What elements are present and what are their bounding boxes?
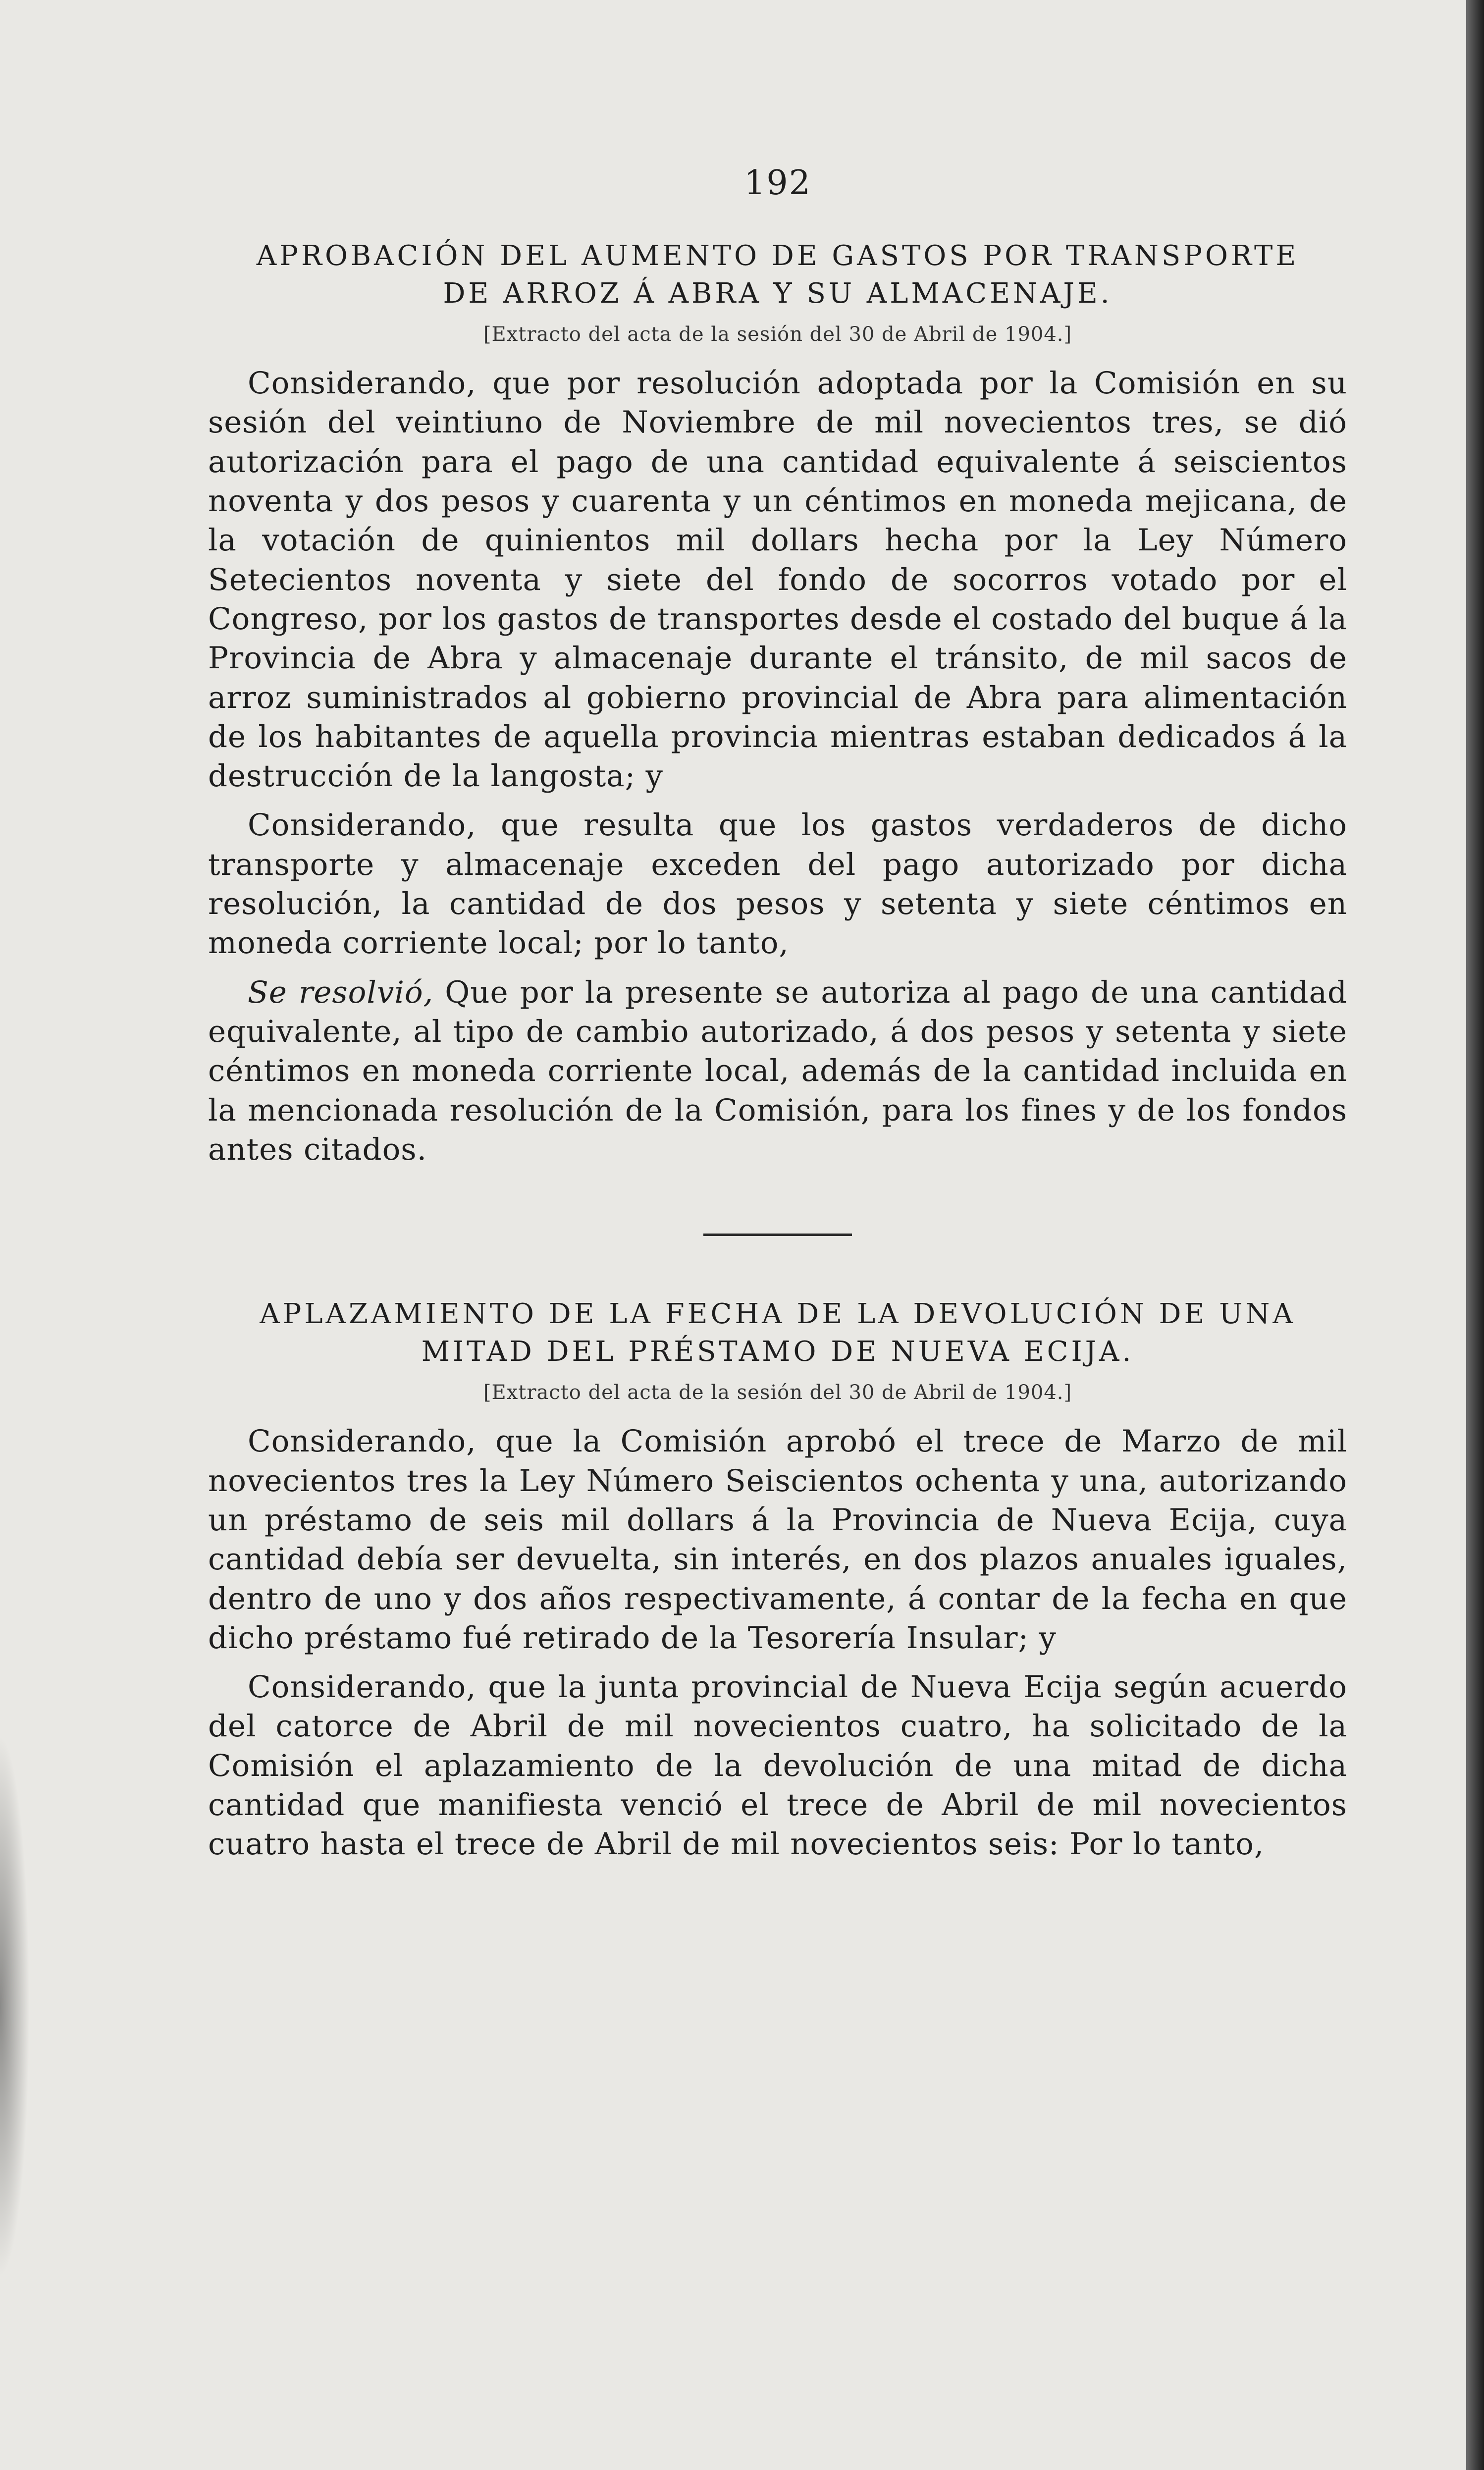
resolution-paragraph	[208, 973, 1347, 1169]
page-number: 192	[744, 163, 811, 203]
paragraph: Considerando, que por resolución adoptada por la Comisión en su sesión del veintiuno de Noviembre de mil novecientos tres, se dió autorización para el pago de una cantidad equivalente á seiscientos noventa y dos pesos y cuarenta y un céntimos en moneda mejicana, de la votación de quinientos mil dollars hecha por la Ley Número Setecientos noventa y siete del fondo de socorros votado por el Congreso, por los gastos de transportes desde el costado del buque á la Provincia de Abra y almacenaje durante el tránsito, de mil sacos de arroz suministrados al gobierno provincial de Abra para alimentación de los habitantes de aquella provincia mientras estaban dedicados á la destrucción de la langosta; y	[208, 366, 1347, 794]
paragraph: Considerando, que la Comisión aprobó el trece de Marzo de mil novecientos tres la Ley Número Seiscientos ochenta y una, autorizando un préstamo de seis mil dollars á la Provincia de Nueva Ecija, cuya cantidad debía ser devuelta, sin interés, en dos plazos anuales iguales, dentro de uno y dos años respectivamente, á contar de la fecha en que dicho préstamo fué retirado de la Tesorería Insular; y	[208, 1424, 1347, 1656]
paragraph: Considerando, que la junta provincial de Nueva Ecija según acuerdo del catorce de Abril de mil novecientos cuatro, ha solicitado de la Comisión el aplazamiento de la devolución de una mitad de dicha cantidad que manifiesta venció el trece de Abril de mil novecientos cuatro hasta el trece de Abril de mil novecientos seis: Por lo tanto,	[208, 1669, 1347, 1862]
section-title: APLAZAMIENTO DE LA FECHA DE LA DEVOLUCIÓN DE UNA MITAD DEL PRÉSTAMO DE NUEVA ECIJA.	[260, 1298, 1296, 1368]
section-extract-note: [Extracto del acta de la sesión del 30 de Abril de 1904.]	[483, 1381, 1072, 1404]
page-content	[208, 163, 1347, 1874]
section-title: APROBACIÓN DEL AUMENTO DE GASTOS POR TRANSPORTE DE ARROZ Á ABRA Y SU ALMACENAJE.	[256, 240, 1299, 310]
section-extract-note: [Extracto del acta de la sesión del 30 de Abril de 1904.]	[483, 323, 1072, 346]
page-edge-shadow	[0, 1734, 30, 2279]
book-edge	[1466, 0, 1484, 2470]
section-rice-transport	[208, 237, 1347, 1169]
resolution-text: Que por la presente se autoriza al pago de una cantidad equivalente, al tipo de cambio autorizado, á dos pesos y setenta y siete céntimos en moneda corriente local, además de la cantidad incluida en la mencionada resolución de la Comisión, para los fines y de los fondos antes citados.	[208, 974, 1347, 1167]
section-divider	[703, 1234, 852, 1236]
resolution-lead: Se resolvió,	[248, 974, 433, 1010]
paragraph: Considerando, que resulta que los gastos verdaderos de dicho transporte y almacenaje exceden del pago autorizado por dicha resolución, la cantidad de dos pesos y setenta y siete céntimos en moneda corriente local; por lo tanto,	[208, 807, 1347, 961]
section-loan-postponement	[208, 1295, 1347, 1864]
